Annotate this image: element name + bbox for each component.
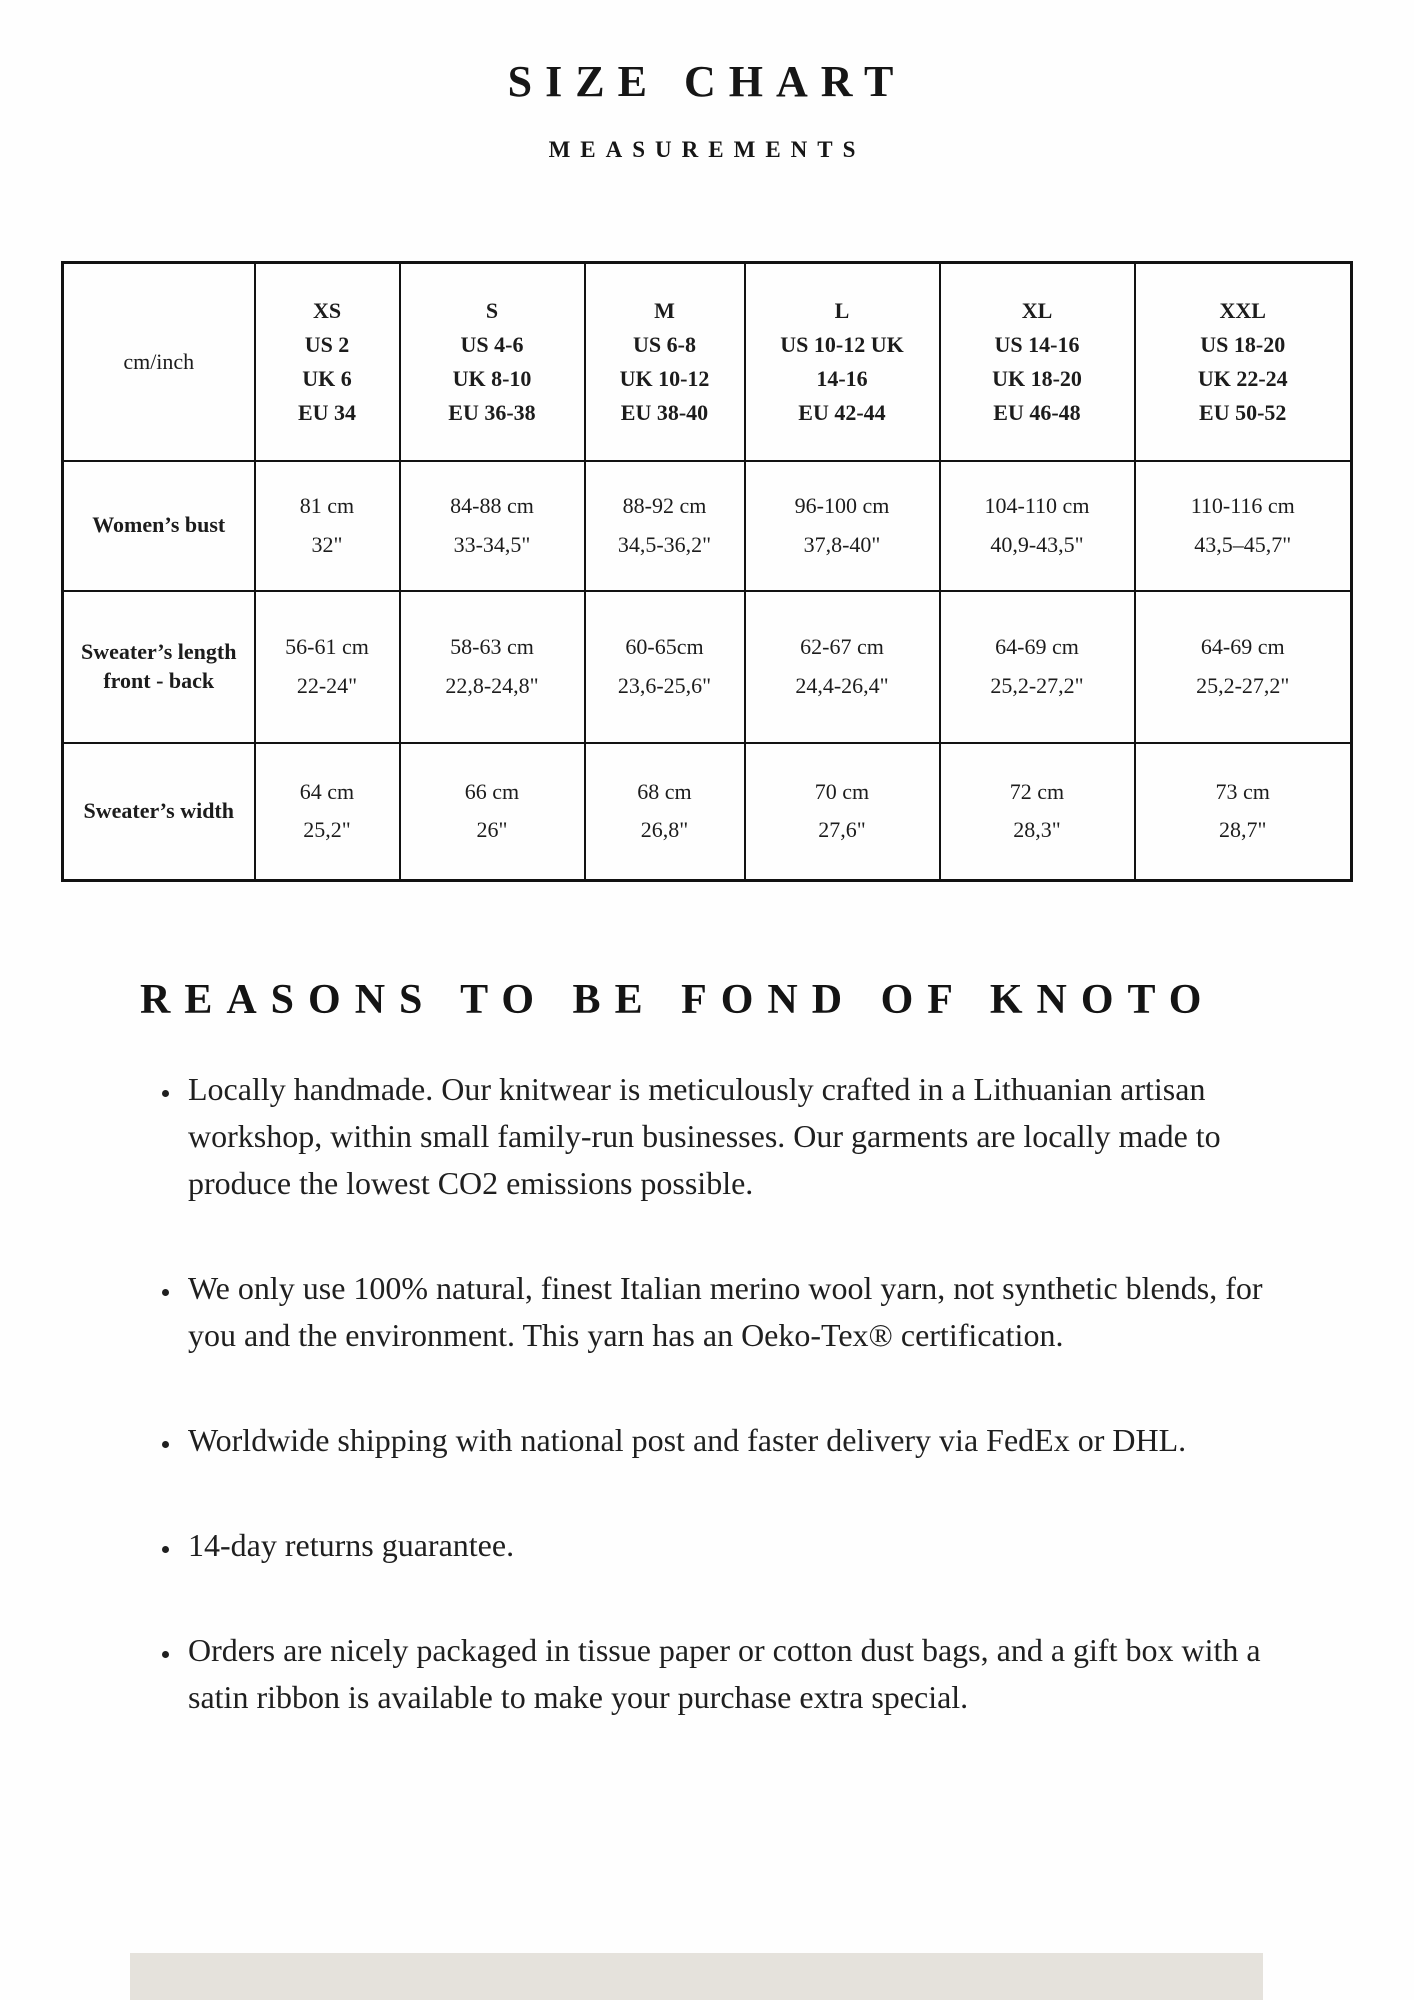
value-inch: 25,2" [303,817,351,843]
size-chart-table [61,261,1353,882]
size-us: US 10-12 UK [780,331,904,357]
table-row-width [63,743,1352,881]
length-s-cell [400,591,585,743]
row-label-bust: Women’s bust [63,461,255,591]
value-cm: 104-110 cm [984,493,1090,518]
reasons-list [150,1066,1318,1721]
value-inch: 23,6-25,6" [617,672,712,698]
value-inch: 32" [311,531,343,557]
size-name: M [654,297,675,323]
length-xl-cell [940,591,1135,743]
length-l-cell [745,591,940,743]
value-cm: 64-69 cm [1200,634,1285,659]
bust-s-cell [400,461,585,591]
size-name: XS [312,297,342,323]
value-cm: 88-92 cm [622,493,707,518]
size-uk: UK 18-20 [992,365,1082,391]
value-inch: 28,3" [1013,817,1061,843]
table-row-bust [63,461,1352,591]
value-cm: 96-100 cm [794,493,890,518]
column-header-xxl [1135,263,1352,461]
size-eu: EU 38-40 [620,399,709,425]
size-eu: EU 36-38 [448,399,536,425]
width-m-cell [585,743,745,881]
reason-item-returns-guarantee: • 14-day returns guarantee. [182,1522,1318,1569]
size-name: XL [1021,297,1053,323]
value-inch: 22,8-24,8" [445,672,539,698]
column-header-s [400,263,585,461]
value-cm: 68 cm [637,778,692,804]
value-cm: 84-88 cm [450,493,534,518]
size-name: L [834,297,850,323]
column-header-m [585,263,745,461]
size-uk: UK 22-24 [1197,365,1288,391]
column-header-xl [940,263,1135,461]
bust-xxl-cell [1135,461,1352,591]
value-cm: 64-69 cm [995,634,1079,659]
reason-item-natural-yarn: • We only use 100% natural, finest Italian merino wool yarn, not synthetic blends, for you and the environment. This yarn has an Oeko-Tex® certification. [182,1265,1318,1359]
value-cm: 81 cm [299,493,355,518]
table-row-length [63,591,1352,743]
value-inch: 33-34,5" [453,531,531,557]
size-us: US 18-20 [1200,331,1286,357]
size-name: S [485,297,499,323]
value-cm: 110-116 cm [1190,493,1295,518]
reason-item-worldwide-shipping: • Worldwide shipping with national post and faster delivery via FedEx or DHL. [182,1417,1318,1464]
value-inch: 25,2-27,2" [990,672,1084,698]
page-title: SIZE CHART [507,57,907,106]
size-uk: 14-16 [816,365,868,391]
value-cm: 62-67 cm [800,634,884,659]
bottom-band [130,1953,1263,2000]
column-header-l [745,263,940,461]
value-inch: 34,5-36,2" [617,531,712,557]
size-us: US 6-8 [633,331,696,357]
value-inch: 24,4-26,4" [795,672,889,698]
width-xs-cell [255,743,400,881]
bust-l-cell [745,461,940,591]
size-eu: EU 42-44 [798,399,886,425]
value-inch: 28,7" [1219,817,1267,843]
value-cm: 60-65cm [625,634,704,659]
bust-xl-cell [940,461,1135,591]
value-cm: 64 cm [299,778,355,804]
size-uk: UK 10-12 [619,365,710,391]
width-xl-cell [940,743,1135,881]
unit-label: cm/inch [123,348,195,374]
value-inch: 22-24" [296,672,358,698]
value-inch: 26,8" [640,817,689,843]
width-l-cell [745,743,940,881]
value-inch: 26" [476,817,508,843]
unit-label-cell [63,263,255,461]
value-cm: 56-61 cm [285,634,369,659]
width-s-cell [400,743,585,881]
length-xxl-cell [1135,591,1352,743]
size-uk: UK 6 [302,365,352,391]
size-name: XXL [1219,297,1266,323]
size-eu: EU 46-48 [993,399,1081,425]
length-m-cell [585,591,745,743]
reason-item-packaging: • Orders are nicely packaged in tissue paper or cotton dust bags, and a gift box with a satin ribbon is available to make your purchase extra special. [182,1627,1318,1721]
value-cm: 58-63 cm [450,634,534,659]
value-cm: 72 cm [1009,778,1065,804]
value-cm: 73 cm [1215,778,1270,804]
row-label-width: Sweater’s width [63,743,255,881]
bust-m-cell [585,461,745,591]
size-us: US 14-16 [994,331,1080,357]
page-subtitle: MEASUREMENTS [548,137,866,162]
size-eu: EU 50-52 [1199,399,1287,425]
length-xs-cell [255,591,400,743]
value-inch: 40,9-43,5" [990,531,1084,557]
size-uk: UK 8-10 [452,365,532,391]
size-us: US 2 [304,331,350,357]
row-label-length: Sweater’s length front - back [63,591,255,743]
size-us: US 4-6 [460,331,524,357]
width-xxl-cell [1135,743,1352,881]
bust-xs-cell [255,461,400,591]
size-eu: EU 34 [297,399,357,425]
value-inch: 43,5–45,7" [1194,531,1292,557]
value-cm: 70 cm [814,778,870,804]
reason-item-locally-handmade: • Locally handmade. Our knitwear is meticulously crafted in a Lithuanian artisan workshop, within small family-run businesses. Our garments are locally made to produce the lowest CO2 emissions possible. [182,1066,1318,1207]
value-cm: 66 cm [464,778,520,804]
column-header-xs [255,263,400,461]
value-inch: 27,6" [818,817,866,843]
value-inch: 37,8-40" [803,531,881,557]
table-header-row [63,263,1352,461]
value-inch: 25,2-27,2" [1196,672,1290,698]
reasons-heading: REASONS TO BE FOND OF KNOTO [140,977,1216,1023]
